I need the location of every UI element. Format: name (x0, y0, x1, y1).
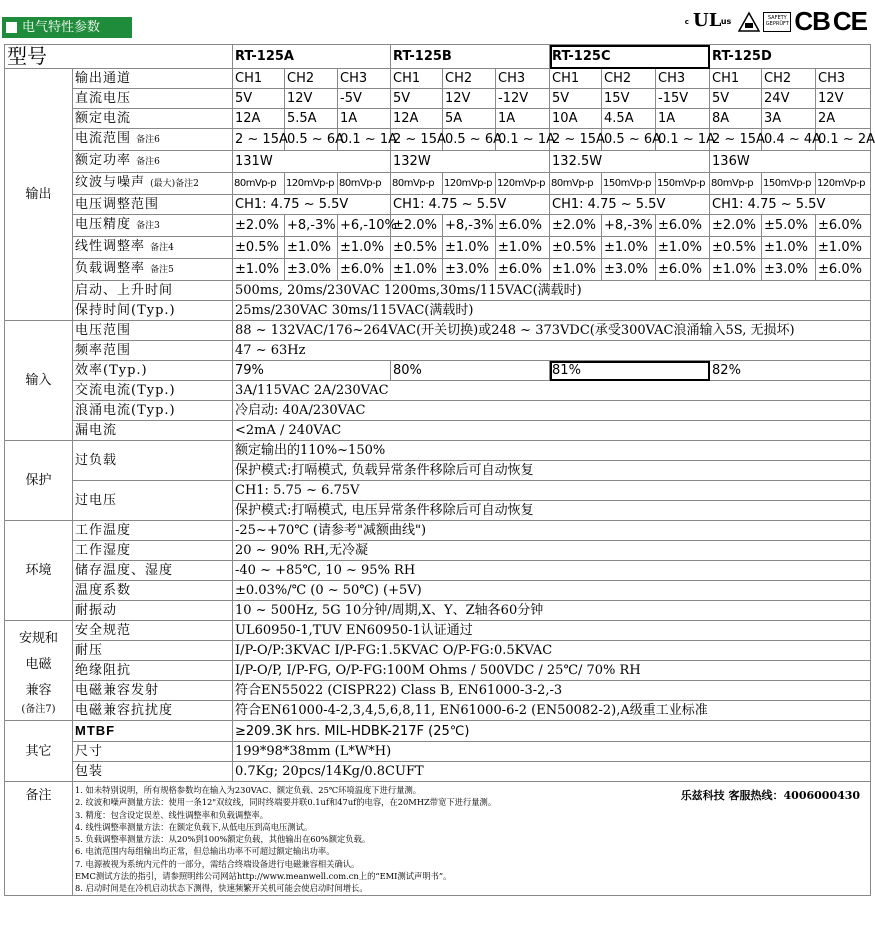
row-label (73, 581, 233, 601)
tuv-triangle-icon (738, 12, 760, 32)
row-label (73, 361, 233, 381)
value-full: I/P-O/P:3KVAC I/P-FG:1.5KVAC O/P-FG:0.5KVAC (233, 641, 871, 661)
value-cell: 12V (443, 89, 496, 109)
row-label-text: 电流范围 (75, 131, 132, 146)
row-label-text: 安全规范 (75, 623, 132, 638)
other-row (5, 721, 871, 742)
row-label (73, 195, 233, 215)
value-cell: 12V (285, 89, 338, 109)
value-cell: 0.5 ~ 6A (602, 129, 656, 151)
value-cell: CH3 (816, 69, 871, 89)
value-cell: CH3 (496, 69, 550, 89)
environment-row (5, 541, 871, 561)
value-cell: ±5.0% (762, 215, 816, 237)
row-label (73, 69, 233, 89)
output-row (5, 301, 871, 321)
row-label (73, 721, 233, 742)
row-label (73, 521, 233, 541)
value-full: I/P-O/P, I/P-FG, O/P-FG:100M Ohms / 500VDC / 25℃/ 70% RH (233, 661, 871, 681)
value-cell: +8,-3% (285, 215, 338, 237)
row-label-text: 线性调整率 (75, 239, 146, 254)
value-cell: 0.1 ~ 1A (496, 129, 550, 151)
value-cell: 12V (816, 89, 871, 109)
value-full: 额定输出的110%~150% (233, 441, 871, 461)
row-label (73, 742, 233, 762)
row-label (73, 281, 233, 301)
value-span: 79% (233, 361, 391, 381)
value-cell: 5V (391, 89, 443, 109)
value-cell: ±0.5% (710, 237, 762, 259)
value-full: 0.7Kg; 20pcs/14Kg/0.8CUFT (233, 762, 871, 782)
value-cell: ±2.0% (710, 215, 762, 237)
cert-us: us (720, 17, 732, 26)
value-cell: ±1.0% (602, 237, 656, 259)
row-label-text: 电磁兼容抗扰度 (75, 703, 174, 718)
input-row (5, 321, 871, 341)
safety-row (5, 641, 871, 661)
value-full: 符合EN55022 (CISPR22) Class B, EN61000-3-2,-3 (233, 681, 871, 701)
row-label-text: 漏电流 (75, 423, 118, 438)
row-label (73, 259, 233, 281)
row-label (73, 762, 233, 782)
row-label-text: MTBF (75, 723, 116, 738)
value-cell: ±3.0% (762, 259, 816, 281)
row-label-text: 电磁兼容发射 (75, 683, 160, 698)
value-cell: ±3.0% (285, 259, 338, 281)
row-label-text: 额定功率 (75, 153, 132, 168)
group-label: 其它 (5, 721, 73, 782)
cert-c: c (684, 17, 689, 26)
output-row (5, 69, 871, 89)
value-cell: 5.5A (285, 109, 338, 129)
value-cell: CH3 (656, 69, 710, 89)
environment-row (5, 521, 871, 541)
row-label (73, 129, 233, 151)
row-label (73, 215, 233, 237)
value-full: 符合EN61000-4-2,3,4,5,6,8,11, EN61000-6-2 (EN50082-2),A级重工业标准 (233, 701, 871, 721)
value-span: 80% (391, 361, 550, 381)
value-span: 132W (391, 151, 550, 173)
output-row (5, 281, 871, 301)
value-full: ≥209.3K hrs. MIL-HDBK-217F (25℃) (233, 721, 871, 742)
value-cell: ±1.0% (656, 237, 710, 259)
note-line: 2. 纹波和噪声测量方法：使用一条12"双纹线，同时终端要并联0.1uf和47uf的电容，在20MHZ带宽下进行量测。 (75, 797, 497, 808)
value-full: 25ms/230VAC 30ms/115VAC(满载时) (233, 301, 871, 321)
value-full: 20 ~ 90% RH,无冷凝 (233, 541, 871, 561)
value-cell: 0.1 ~ 1A (338, 129, 391, 151)
row-label (73, 421, 233, 441)
value-cell: 12A (233, 109, 285, 129)
value-cell: ±1.0% (338, 237, 391, 259)
value-full: 冷启动: 40A/230VAC (233, 401, 871, 421)
value-cell: 24V (762, 89, 816, 109)
value-full: <2mA / 240VAC (233, 421, 871, 441)
header (0, 0, 873, 44)
row-label (73, 601, 233, 621)
value-cell: CH2 (602, 69, 656, 89)
value-cell: 8A (710, 109, 762, 129)
row-label-text: 电压精度 (75, 217, 132, 232)
value-cell: 80mVp-p (550, 173, 602, 195)
row-label-text: 工作温度 (75, 523, 132, 538)
group-label: 保护 (5, 441, 73, 521)
value-cell: 5A (443, 109, 496, 129)
value-cell: ±6.0% (496, 259, 550, 281)
value-cell: ±6.0% (816, 259, 871, 281)
note-line: 5. 负载调整率测量方法：从20%到100%额定负载，其他输出在60%额定负载。 (75, 834, 371, 845)
environment-row (5, 561, 871, 581)
value-cell: 10A (550, 109, 602, 129)
value-cell: 150mVp-p (762, 173, 816, 195)
value-cell: ±2.0% (550, 215, 602, 237)
row-label (73, 561, 233, 581)
row-note: 备注4 (150, 243, 174, 253)
value-span: 81% (550, 361, 710, 381)
value-cell: 0.1 ~ 1A (656, 129, 710, 151)
output-row (5, 195, 871, 215)
output-row (5, 259, 871, 281)
note-line: 1. 如未特别说明，所有规格参数均在输入为230VAC、额定负载、25℃环境温度下进行量测。 (75, 785, 422, 795)
square-icon (6, 22, 17, 33)
note-line: EMC测试方法的指引，请参照明纬公司网站http://www.meanwell.com.cn上的“EMI测试声明书”。 (75, 871, 452, 882)
row-label-text: 绝缘阻抗 (75, 663, 132, 678)
value-cell: ±1.0% (496, 237, 550, 259)
model-name: RT-125B (391, 45, 550, 69)
value-span: CH1: 4.75 ~ 5.5V (550, 195, 710, 215)
value-cell: ±2.0% (391, 215, 443, 237)
row-label-text: 尺寸 (75, 744, 104, 759)
row-label (73, 301, 233, 321)
output-row (5, 89, 871, 109)
value-cell: -15V (656, 89, 710, 109)
safety-row (5, 621, 871, 641)
row-label-text: 温度系数 (75, 583, 132, 598)
protection-row (5, 481, 871, 501)
value-cell: ±6.0% (656, 215, 710, 237)
value-cell: 120mVp-p (285, 173, 338, 195)
value-cell: CH1 (391, 69, 443, 89)
value-cell: 5V (710, 89, 762, 109)
value-cell: ±6.0% (338, 259, 391, 281)
row-label-text: 电压范围 (75, 323, 132, 338)
value-cell: ±2.0% (233, 215, 285, 237)
value-span: 136W (710, 151, 871, 173)
ul-logo-icon (692, 8, 722, 36)
output-row (5, 151, 871, 173)
value-cell: 80mVp-p (710, 173, 762, 195)
value-span: 132.5W (550, 151, 710, 173)
value-cell: 3A (762, 109, 816, 129)
row-label (73, 661, 233, 681)
other-row (5, 742, 871, 762)
row-label-text: 耐振动 (75, 603, 118, 618)
row-label (73, 237, 233, 259)
row-label-text: 工作湿度 (75, 543, 132, 558)
group-label (5, 621, 73, 721)
value-cell: 1A (496, 109, 550, 129)
row-label (73, 89, 233, 109)
value-cell: ±6.0% (496, 215, 550, 237)
model-label: 型号 (5, 45, 233, 69)
environment-row (5, 601, 871, 621)
value-full: 保护模式:打嗝模式, 电压异常条件移除后可自动恢复 (233, 501, 871, 521)
row-label (73, 151, 233, 173)
value-cell: ±6.0% (816, 215, 871, 237)
value-cell: 0.1 ~ 2A (816, 129, 871, 151)
note-line: 7. 电源被视为系统内元件的一部分，需结合终端设备进行电磁兼容相关确认。 (75, 858, 360, 869)
value-cell: 80mVp-p (391, 173, 443, 195)
note-line: 6. 电流范围内每组输出均正常，但总输出功率不可超过额定输出功率。 (75, 846, 335, 857)
row-label (73, 381, 233, 401)
model-name: RT-125A (233, 45, 391, 69)
row-label-text: 浪涌电流(Typ.) (75, 403, 176, 418)
row-label-text: 输出通道 (75, 71, 132, 86)
value-cell: CH1 (550, 69, 602, 89)
row-label-text: 储存温度、湿度 (75, 563, 174, 578)
value-cell: 5V (550, 89, 602, 109)
value-cell: 2 ~ 15A (550, 129, 602, 151)
input-row (5, 401, 871, 421)
value-cell: ±6.0% (656, 259, 710, 281)
model-row (5, 45, 871, 69)
value-cell: CH2 (443, 69, 496, 89)
input-row (5, 341, 871, 361)
value-full: 保护模式:打嗝模式, 负载异常条件移除后可自动恢复 (233, 461, 871, 481)
value-cell: 1A (338, 109, 391, 129)
input-row (5, 421, 871, 441)
value-full: 47 ~ 63Hz (233, 341, 871, 361)
output-row (5, 129, 871, 151)
value-full: 500ms, 20ms/230VAC 1200ms,30ms/115VAC(满载时) (233, 281, 871, 301)
group-label-line: 电磁 (25, 656, 52, 672)
value-cell: ±1.0% (233, 259, 285, 281)
model-name: RT-125D (710, 45, 871, 69)
row-label-text: 频率范围 (75, 343, 132, 358)
row-label-text: 电压调整范围 (75, 197, 160, 212)
value-cell: 4.5A (602, 109, 656, 129)
row-label (73, 681, 233, 701)
group-label: 输出 (5, 69, 73, 321)
section-title: 电气特性参数 (2, 17, 132, 38)
row-label-text: 耐压 (75, 643, 104, 658)
row-label (73, 621, 233, 641)
note-line: 8. 启动时间是在冷机启动状态下测得，快速频繁开关机可能会使启动时间增长。 (75, 883, 368, 894)
value-cell: -12V (496, 89, 550, 109)
value-cell: CH2 (285, 69, 338, 89)
group-label-line: 兼容 (25, 682, 52, 698)
value-cell: 80mVp-p (233, 173, 285, 195)
value-cell: ±1.0% (816, 237, 871, 259)
row-note: (最大)备注2 (150, 179, 199, 189)
value-cell: +6,-10% (338, 215, 391, 237)
value-cell: 2A (816, 109, 871, 129)
output-row (5, 173, 871, 195)
row-note: 备注6 (136, 135, 160, 145)
safety-row (5, 701, 871, 721)
row-label: 过负载 (73, 441, 233, 481)
certification-logos (685, 6, 867, 37)
value-span: CH1: 4.75 ~ 5.5V (710, 195, 871, 215)
row-label (73, 701, 233, 721)
value-cell: CH3 (338, 69, 391, 89)
environment-row (5, 581, 871, 601)
row-label-text: 纹波与噪声 (75, 175, 146, 190)
group-label: 环境 (5, 521, 73, 621)
value-cell: 2 ~ 15A (710, 129, 762, 151)
hotline: 乐兹科技 客服热线：4006000430 (680, 789, 861, 802)
notes-body (73, 782, 871, 896)
value-span: CH1: 4.75 ~ 5.5V (391, 195, 550, 215)
value-cell: CH2 (762, 69, 816, 89)
row-label-text: 包装 (75, 764, 104, 779)
row-label-text: 交流电流(Typ.) (75, 383, 176, 398)
row-label-text: 保持时间(Typ.) (75, 303, 176, 318)
row-label (73, 109, 233, 129)
row-label (73, 541, 233, 561)
value-cell: 80mVp-p (338, 173, 391, 195)
value-span: CH1: 4.75 ~ 5.5V (233, 195, 391, 215)
value-full: -40 ~ +85℃, 10 ~ 95% RH (233, 561, 871, 581)
row-label-text: 额定电流 (75, 111, 132, 126)
ce-logo: CE (832, 6, 867, 36)
value-full: 199*98*38mm (L*W*H) (233, 742, 871, 762)
value-cell: CH1 (233, 69, 285, 89)
value-full: UL60950-1,TUV EN60950-1认证通过 (233, 621, 871, 641)
group-label-line: 安规和 (18, 630, 58, 646)
notes-row (5, 782, 871, 896)
value-cell: 150mVp-p (656, 173, 710, 195)
value-cell: CH1 (710, 69, 762, 89)
input-row (5, 381, 871, 401)
value-full: 10 ~ 500Hz, 5G 10分钟/周期,X、Y、Z轴各60分钟 (233, 601, 871, 621)
row-label-text: 启动、上升时间 (75, 283, 174, 298)
input-row (5, 361, 871, 381)
other-row (5, 762, 871, 782)
svg-text:UL: UL (692, 9, 722, 31)
row-label (73, 641, 233, 661)
value-full: ±0.03%/℃ (0 ~ 50℃) (+5V) (233, 581, 871, 601)
value-cell: 5V (233, 89, 285, 109)
value-cell: 1A (656, 109, 710, 129)
row-label (73, 401, 233, 421)
value-cell: ±1.0% (443, 237, 496, 259)
value-full: 88 ~ 132VAC/176~264VAC(开关切换)或248 ~ 373VDC(承受300VAC浪涌输入5S, 无损坏) (233, 321, 871, 341)
group-label: 备注 (5, 782, 73, 896)
value-cell: ±1.0% (550, 259, 602, 281)
value-span: 82% (710, 361, 871, 381)
row-note: 备注6 (136, 157, 160, 167)
value-cell: ±3.0% (443, 259, 496, 281)
value-cell: 2 ~ 15A (233, 129, 285, 151)
output-row (5, 237, 871, 259)
value-full: 3A/115VAC 2A/230VAC (233, 381, 871, 401)
safety-row (5, 681, 871, 701)
group-label: 输入 (5, 321, 73, 441)
value-cell: +8,-3% (443, 215, 496, 237)
output-row (5, 215, 871, 237)
value-cell: 2 ~ 15A (391, 129, 443, 151)
row-label-text: 直流电压 (75, 91, 132, 106)
row-label-text: 效率(Typ.) (75, 363, 148, 378)
protection-row (5, 441, 871, 461)
value-cell: ±3.0% (602, 259, 656, 281)
value-cell: 0.4 ~ 4A (762, 129, 816, 151)
value-cell: 12A (391, 109, 443, 129)
note-line: 4. 线性调整率测量方法：在额定负载下,从低电压到高电压测试。 (75, 821, 313, 832)
value-cell: ±0.5% (233, 237, 285, 259)
row-label (73, 321, 233, 341)
spec-table (4, 44, 875, 896)
value-cell: ±1.0% (285, 237, 338, 259)
value-full: CH1: 5.75 ~ 6.75V (233, 481, 871, 501)
row-note: 备注5 (150, 265, 174, 275)
value-cell: ±1.0% (710, 259, 762, 281)
value-cell: +8,-3% (602, 215, 656, 237)
row-label (73, 173, 233, 195)
value-cell: ±0.5% (550, 237, 602, 259)
value-cell: -5V (338, 89, 391, 109)
model-name: RT-125C (550, 45, 710, 69)
output-row (5, 109, 871, 129)
safety-row (5, 661, 871, 681)
value-cell: ±0.5% (391, 237, 443, 259)
value-cell: 120mVp-p (443, 173, 496, 195)
value-cell: 120mVp-p (496, 173, 550, 195)
row-label-text: 负载调整率 (75, 261, 146, 276)
value-cell: 0.5 ~ 6A (285, 129, 338, 151)
value-cell: ±1.0% (762, 237, 816, 259)
value-cell: 120mVp-p (816, 173, 871, 195)
value-span: 131W (233, 151, 391, 173)
value-cell: 15V (602, 89, 656, 109)
row-label: 过电压 (73, 481, 233, 521)
cb-logo: CB (794, 6, 830, 36)
group-note: (备注7) (21, 703, 56, 715)
row-note: 备注3 (136, 221, 160, 231)
gs-mark-icon: SAFETY GEPRÜFT (763, 12, 791, 32)
row-label (73, 341, 233, 361)
value-cell: ±1.0% (391, 259, 443, 281)
value-cell: 0.5 ~ 6A (443, 129, 496, 151)
note-line: 3. 精度：包含设定误差、线性调整率和负载调整率。 (75, 809, 269, 820)
value-full: -25~+70℃ (请参考"减额曲线") (233, 521, 871, 541)
value-cell: 150mVp-p (602, 173, 656, 195)
